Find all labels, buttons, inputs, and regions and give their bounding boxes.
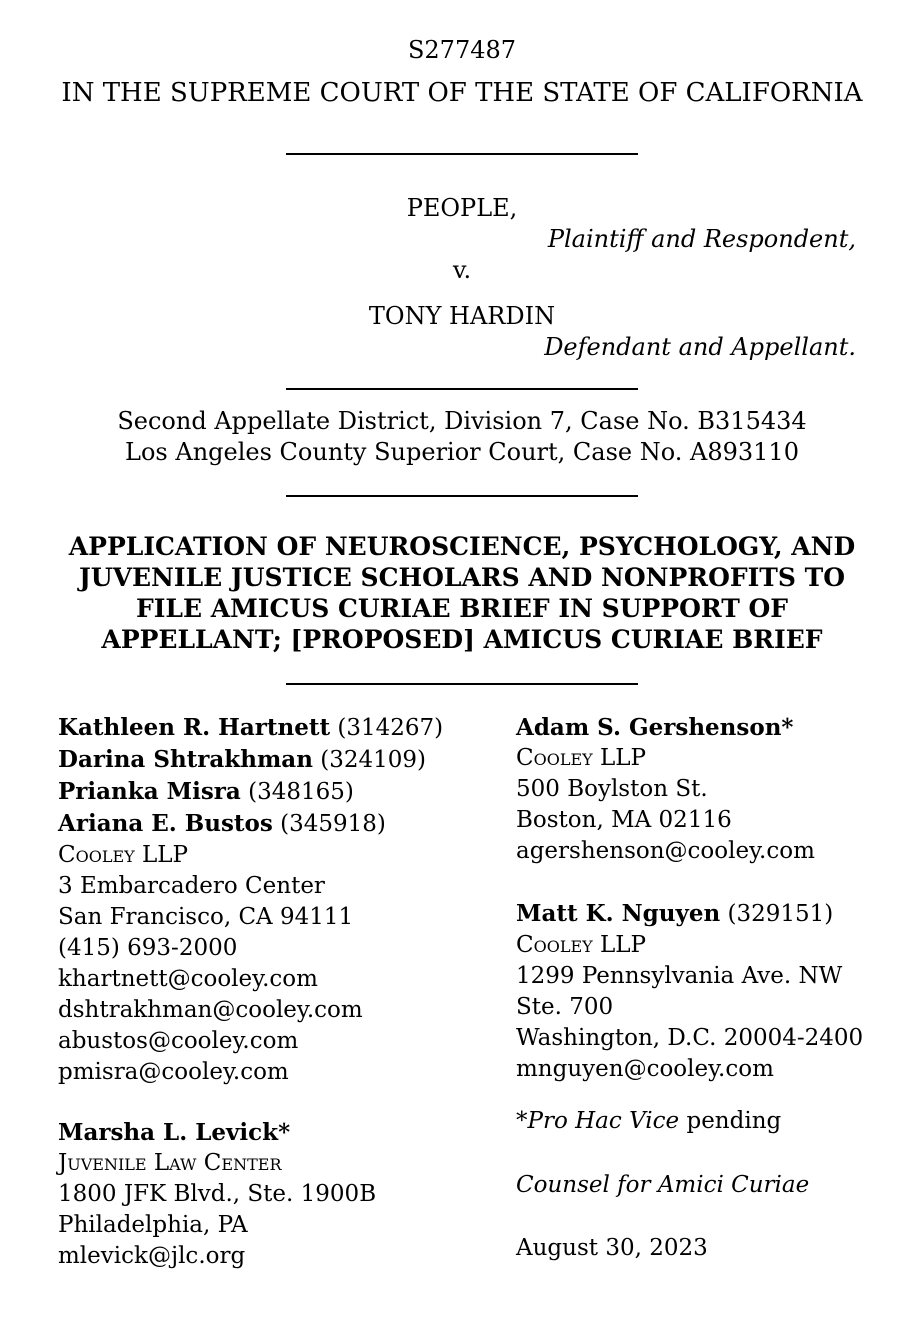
counsel-block-gershenson: [516, 712, 924, 867]
attorney-bar-number: (348165): [248, 779, 354, 805]
phone-line: (415) 693-2000: [58, 935, 238, 961]
document-title: [0, 531, 924, 655]
divider-1: [286, 153, 638, 155]
attorney-line: [58, 776, 516, 808]
defendant-designation: Defendant and Appellant.: [544, 333, 856, 361]
organization-name: Juvenile Law Center: [58, 1150, 282, 1176]
counsel-for-amici: Counsel for Amici Curiae: [516, 1172, 810, 1198]
address-line: 3 Embarcadero Center: [58, 873, 325, 899]
document-title-line: APPLICATION OF NEUROSCIENCE, PSYCHOLOGY, AND: [68, 532, 856, 561]
address-line: 500 Boylston St.: [516, 776, 708, 802]
attorney-line: [58, 712, 516, 744]
case-caption: [0, 193, 924, 363]
email: mnguyen@cooley.com: [516, 1056, 774, 1082]
divider-3: [286, 495, 638, 497]
filing-date: August 30, 2023: [516, 1235, 708, 1261]
attorney-name: Kathleen R. Hartnett: [58, 714, 331, 741]
appellate-court-line: Second Appellate District, Division 7, Case No. B315434: [117, 407, 807, 435]
divider-2: [286, 388, 638, 390]
counsel-block-levick: [58, 1117, 516, 1272]
address-line: Washington, D.C. 20004-2400: [516, 1025, 864, 1051]
document-title-line: FILE AMICUS CURIAE BRIEF IN SUPPORT OF: [135, 594, 789, 623]
email: abustos@cooley.com: [58, 1028, 299, 1054]
attorney-name: Marsha L. Levick*: [58, 1119, 291, 1146]
address-line: San Francisco, CA 94111: [58, 904, 354, 930]
attorney-name: Ariana E. Bustos: [58, 810, 273, 837]
attorney-line: [516, 898, 924, 930]
attorney-name: Matt K. Nguyen: [516, 900, 721, 927]
attorney-name: Prianka Misra: [58, 778, 241, 805]
address-line: Ste. 700: [516, 994, 614, 1020]
pro-hac-vice-regular: pending: [686, 1108, 782, 1134]
counsel-block-nguyen: [516, 898, 924, 1085]
address-line: 1299 Pennsylvania Ave. NW: [516, 963, 843, 989]
case-number: S277487: [407, 36, 517, 64]
counsel-left-column: [58, 712, 516, 1272]
counsel-columns: [0, 712, 924, 1272]
address-line: Boston, MA 02116: [516, 807, 732, 833]
superior-court-line: Los Angeles County Superior Court, Case No. A893110: [125, 438, 799, 466]
pro-hac-vice-note: [516, 1106, 924, 1137]
attorney-name: Darina Shtrakhman: [58, 746, 313, 773]
email: khartnett@cooley.com: [58, 966, 318, 992]
address-line: Philadelphia, PA: [58, 1212, 248, 1238]
firm-name: Cooley LLP: [58, 842, 189, 868]
attorney-bar-number: (324109): [320, 747, 426, 773]
versus: v.: [452, 256, 472, 284]
defendant-name: TONY HARDIN: [368, 302, 556, 330]
email: agershenson@cooley.com: [516, 838, 815, 864]
divider-4: [286, 683, 638, 685]
email: dshtrakhman@cooley.com: [58, 997, 363, 1023]
attorney-name: Adam S. Gershenson*: [516, 714, 794, 741]
counsel-right-column: [516, 712, 924, 1272]
email: mlevick@jlc.org: [58, 1243, 246, 1269]
attorney-bar-number: (329151): [727, 901, 834, 927]
document-title-line: JUVENILE JUSTICE SCHOLARS AND NONPROFITS TO: [78, 563, 846, 592]
email: pmisra@cooley.com: [58, 1059, 289, 1085]
attorney-line: [58, 744, 516, 776]
pro-hac-vice-italic: *Pro Hac Vice: [516, 1108, 680, 1134]
firm-name: Cooley LLP: [516, 932, 647, 958]
case-history: [0, 406, 924, 468]
document-title-line: APPELLANT; [PROPOSED] AMICUS CURIAE BRIEF: [101, 625, 823, 654]
attorney-line: [58, 808, 516, 840]
court-title: IN THE SUPREME COURT OF THE STATE OF CALIFORNIA: [61, 78, 863, 108]
attorney-bar-number: (314267): [337, 715, 444, 741]
attorney-bar-number: (345918): [280, 811, 386, 837]
plaintiff-designation: Plaintiff and Respondent,: [547, 225, 856, 253]
plaintiff-name: PEOPLE,: [406, 194, 518, 222]
address-line: 1800 JFK Blvd., Ste. 1900B: [58, 1181, 377, 1207]
firm-name: Cooley LLP: [516, 745, 647, 771]
